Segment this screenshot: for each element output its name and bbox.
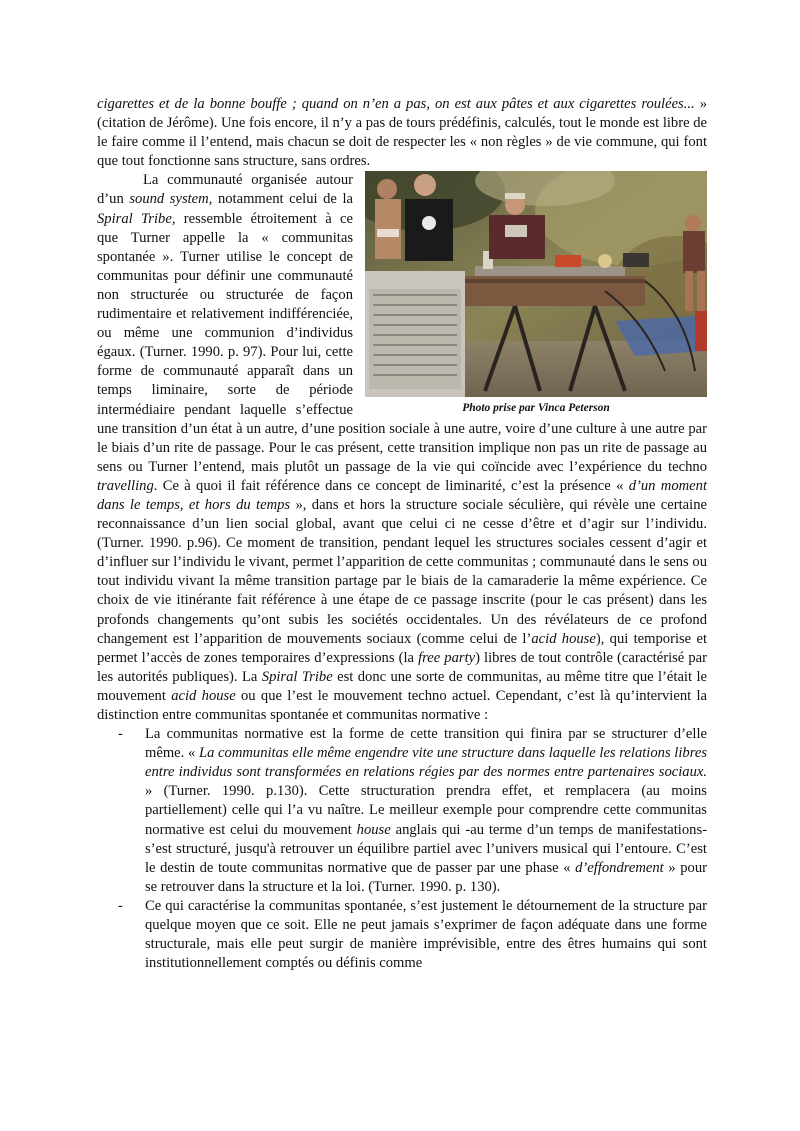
italic-term: house	[356, 821, 391, 838]
list-item-text: Ce qui caractérise la communitas spontanée, s’est justement le détournement de la structure par quelque moyen que ce soit. Elle ne peut jamais s’exprimer de façon adéquate dans une forme structurale, mais elle peut surgir de manière imprévisible, entre des êtres humains qui sont institutionnellement comptés ou définis comme	[145, 897, 707, 972]
list-item-text: La communitas normative est la forme de cette transition qui finira par se structurer d’elle même. «	[145, 726, 707, 762]
italic-term: sound system,	[129, 191, 213, 208]
paragraph-text: » (citation de Jérôme). Une fois encore, il n’y a pas de tours prédéfinis, calculés, tout le monde est libre de le faire comme il l’entend, mais chacun se doit de respecter les « non règles » de vie commune, qui font que tout fonctionne sans structure, sans ordres.	[97, 96, 707, 170]
list-item-text: anglais qui -au terme d’un temps de manifestations- s’est structuré, jusqu'à retrouver un équilibre partiel avec l’univers musical qui l’entoure. C’est le destin de toute communitas normative que de passer par une phase «	[145, 821, 707, 876]
bullet-dash: -	[118, 726, 123, 743]
list-item-text: » (Turner. 1990. p.130). Cette structuration prendra effet, et remplacera (au moins partiellement) celle qui l’a vu naître. Le meilleur exemple pour comprendre cette communitas normative est celui du mouvement	[145, 783, 707, 838]
italic-term: Spiral Tribe,	[97, 210, 176, 227]
paragraph-text: ), qui temporise et permet l’accès de zones temporaires d’expressions (la	[97, 630, 707, 666]
italic-quote: La communitas elle même engendre vite une structure dans laquelle les relations libres entre individus sont transformées en relations régies par des normes entre partenaires sociaux.	[145, 745, 707, 781]
paragraph-text: La communauté organisée autour d’un	[97, 172, 353, 208]
paragraph-text: ) libres de tout contrôle (caractérisé par les autorités publiques). La	[97, 649, 707, 685]
bullet-dash: -	[118, 897, 123, 914]
paragraph-intro	[97, 95, 707, 171]
list-item	[97, 897, 707, 973]
photo-caption: Photo prise par Vinca Peterson	[462, 402, 610, 415]
photo-figure	[365, 171, 707, 415]
paragraph-text: », dans et hors la structure sociale séculière, qui révèle une certaine reconnaissance d’un lien social global, avant que celui ci ne cesse d’être et d’agir sur l’individu. (Turner. 1990. p.96). Ce moment de transition, pendant lequel les structures sociales cessent d’agir et d’influer sur l’individu le vivant, permet l’apparition de cette communitas ; communauté dans le sens ou tout individu vivant la même transition partage par le biais de la camaraderie la même expérience. Ce choix de vie itinérante fait référence à une étape de ce passage inscrite (pour le cas présent) dans les profonds changements qu’ont subis les sociétés occidentales. Un des révélateurs de ce profond changement est l’apparition de mouvements sociaux (comme celui de l’	[97, 496, 707, 647]
italic-term: d’effondrement	[575, 859, 664, 876]
italic-term: acid house	[171, 687, 236, 704]
document-page	[97, 95, 707, 973]
paragraph-text: est donc une sorte de communitas, au même titre que l’était le mouvement	[97, 668, 707, 704]
italic-term: free party	[418, 649, 476, 666]
list-item	[97, 725, 707, 897]
bullet-list	[97, 725, 707, 973]
photograph-image	[365, 171, 707, 397]
paragraph-text: ou que l’est le mouvement techno actuel. Cependant, c’est là qu’intervient la distinction entre communitas spontanée et communitas normative :	[97, 687, 708, 723]
italic-term: travelling	[97, 477, 154, 494]
italic-quote: d’un moment dans le temps, et hors du temps	[97, 477, 707, 513]
italic-term: Spiral Tribe	[261, 668, 333, 685]
quote-italic: cigarettes et de la bonne bouffe ; quand on n’en a pas, on est aux pâtes et aux cigarettes roulées...	[97, 96, 695, 112]
paragraph-text: . Ce à quoi il fait référence dans ce concept de liminarité, c’est la présence «	[153, 477, 629, 494]
paragraph-text: notamment celui de la	[212, 191, 354, 208]
list-item-text: » pour se retrouver dans la structure et la loi. (Turner. 1990. p. 130).	[145, 859, 707, 895]
italic-term: acid house	[531, 630, 596, 647]
paragraph-text: ressemble étroitement à ce que Turner appelle la « communitas spontanée ». Turner utilise le concept de communitas pour définir une communauté non structurée ou structurée de façon rudimentaire et relativement indifférenciée, ou même une communion d’individus égaux. (Turner. 1990. p. 97). Pour lui, cette forme de communauté apparaît dans un temps liminaire, sorte de période intermédiaire pendant laquelle s’effectue une transition d’un état à un autre, d’une position sociale à une autre, voire d’une culture à une autre par le biais d’un rite de passage. Pour le cas présent, cette transition implique non pas un rite de passage au sens ou Turner l’entend, mais plutôt un passage de la vie qui coïncide avec l’expérience du techno	[97, 210, 707, 475]
